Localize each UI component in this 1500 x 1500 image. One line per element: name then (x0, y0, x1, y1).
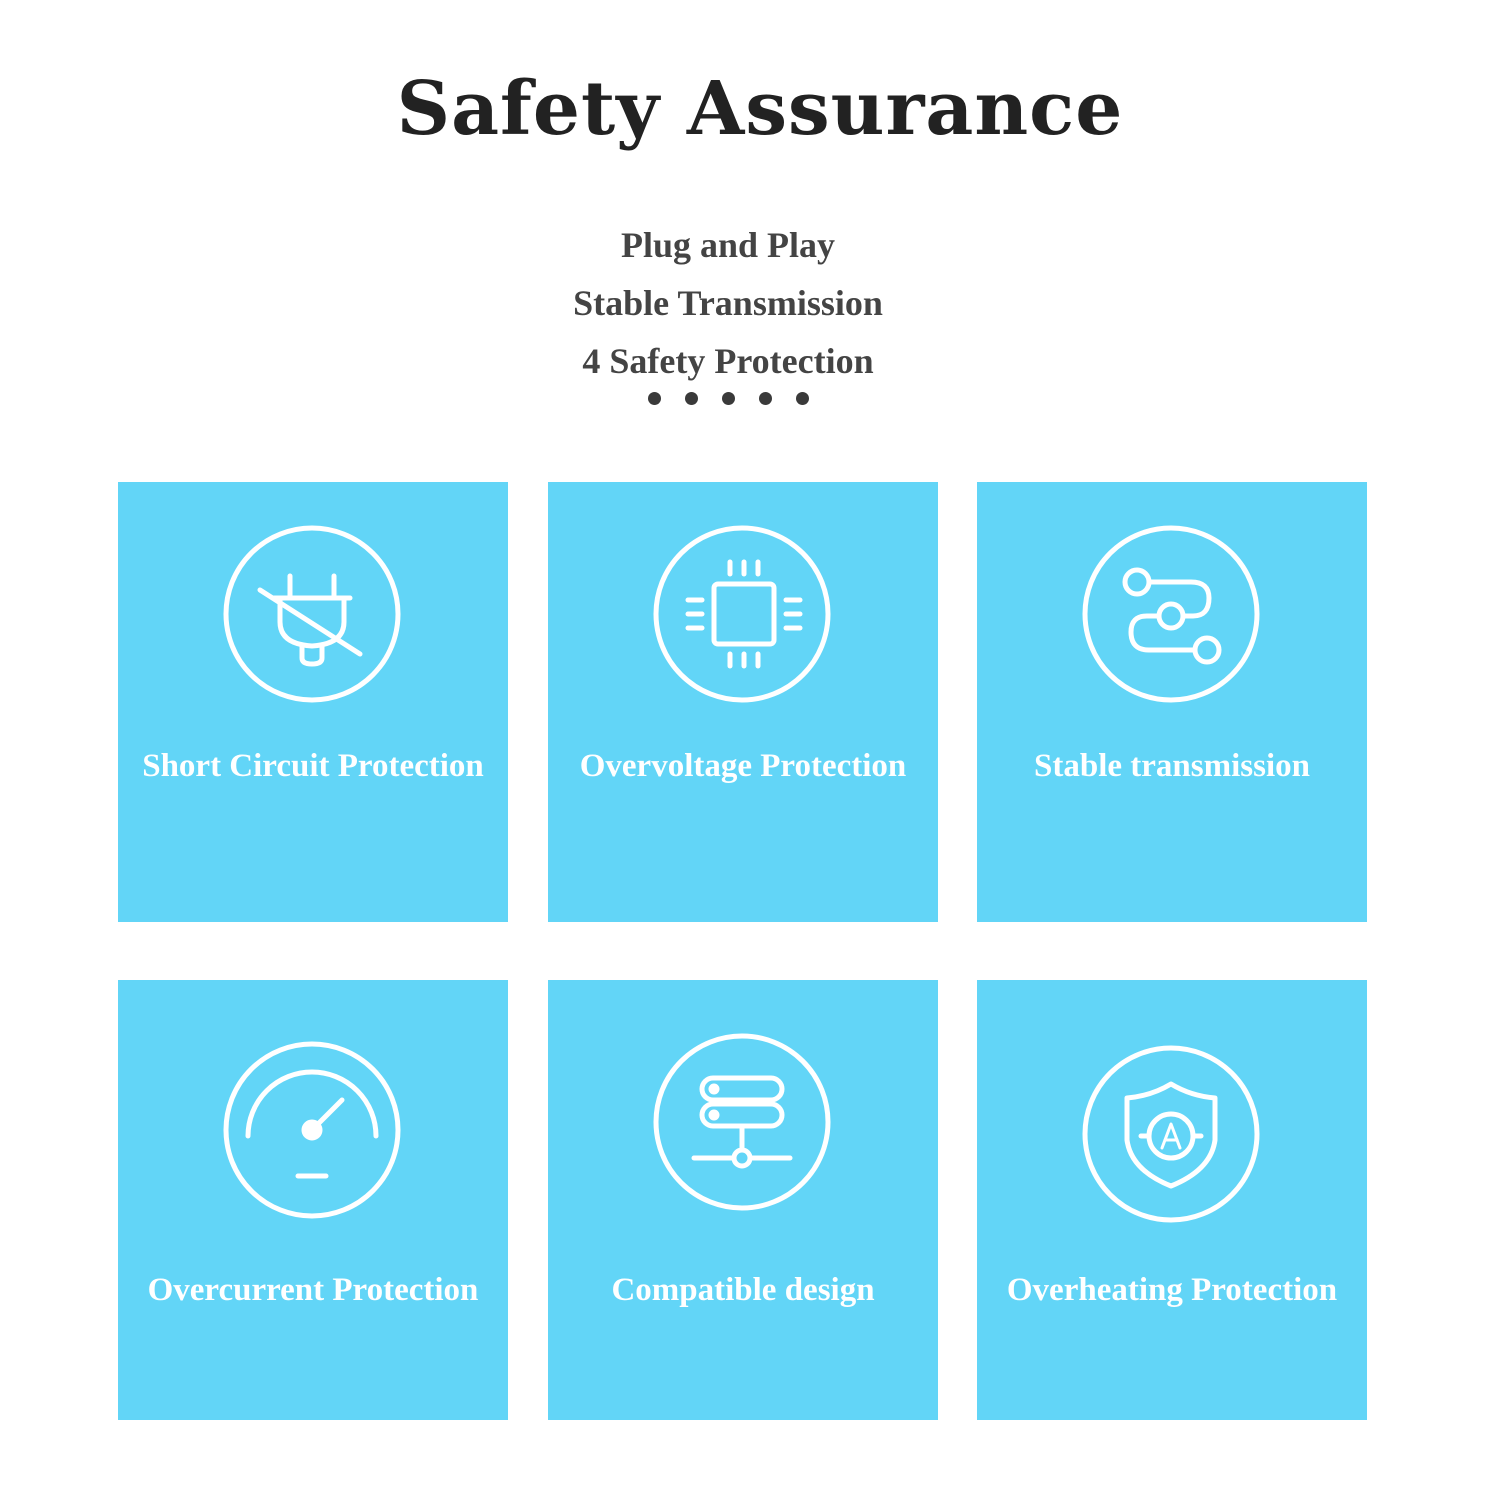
dot (759, 392, 772, 405)
card-label: Compatible design (611, 1272, 875, 1308)
server-network-icon (652, 1032, 832, 1212)
page-title: Safety Assurance (396, 66, 1124, 152)
dot-divider (648, 392, 809, 405)
feature-line: 4 Safety Protection (582, 341, 874, 381)
card-label: Overcurrent Protection (147, 1272, 479, 1308)
dot (648, 392, 661, 405)
feature-card-stable-transmission (977, 482, 1367, 922)
dot (796, 392, 809, 405)
feature-card-overheating (977, 980, 1367, 1420)
dot (685, 392, 698, 405)
feature-card-compatible-design (548, 980, 938, 1420)
unplugged-plug-icon (222, 524, 402, 704)
dot (722, 392, 735, 405)
card-label: Overvoltage Protection (579, 748, 907, 784)
route-path-icon (1081, 524, 1261, 704)
shield-ampere-icon (1081, 1044, 1261, 1224)
feature-list (0, 216, 1456, 390)
gauge-icon (222, 1040, 402, 1220)
feature-card-overvoltage (548, 482, 938, 922)
card-label: Short Circuit Protection (142, 748, 484, 784)
feature-card-short-circuit (118, 482, 508, 922)
feature-card-overcurrent (118, 980, 508, 1420)
card-label: Overheating Protection (1006, 1272, 1338, 1308)
card-label: Stable transmission (1034, 748, 1310, 784)
feature-line: Stable Transmission (573, 283, 883, 323)
chip-icon (652, 524, 832, 704)
feature-line: Plug and Play (620, 225, 836, 265)
